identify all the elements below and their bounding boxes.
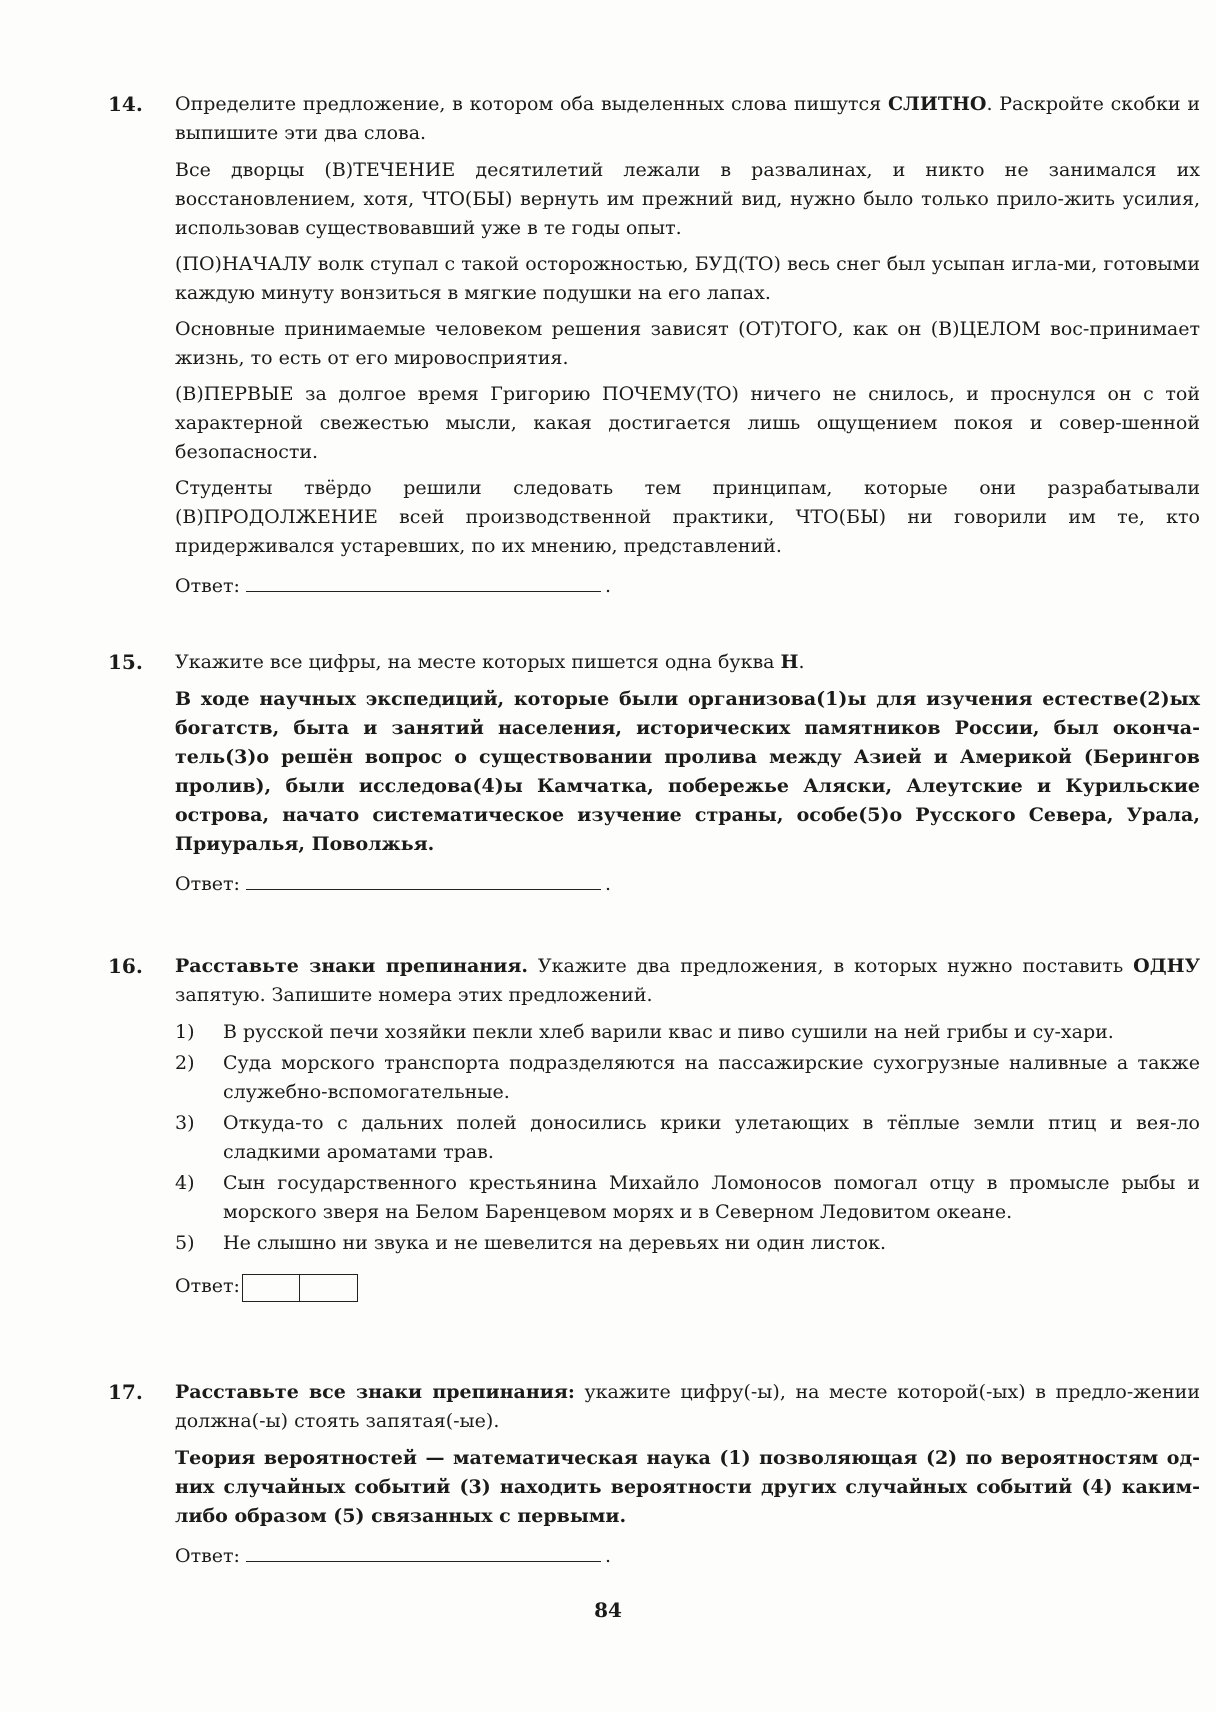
task-question xyxy=(175,1378,1200,1436)
list-item xyxy=(175,1169,1200,1227)
page-number: 84 xyxy=(594,1598,622,1622)
task-number: 16. xyxy=(108,954,143,978)
task-question xyxy=(175,648,1200,677)
answer-input-line[interactable] xyxy=(246,1541,601,1562)
item-text: Откуда-то с дальних полей доносились крики улетающих в тёплые земли птиц и вея-ло сладкими ароматами трав. xyxy=(223,1112,1200,1163)
sentence-3: Основные принимаемые человеком решения зависят (ОТ)ТОГО, как он (В)ЦЕЛОМ вос-принимает жизнь, то есть от его мировосприятия. xyxy=(175,318,1200,369)
answer-end: . xyxy=(604,575,611,597)
list-item xyxy=(175,1229,1200,1258)
task-14 xyxy=(0,90,1216,601)
question-text: Укажите два предложения, в которых нужно поставить xyxy=(528,955,1134,977)
sentence-2: (ПО)НАЧАЛУ волк ступал с такой осторожностью, БУД(ТО) весь снег был усыпан игла-ми, готовыми каждую минуту вонзиться в мягкие подушки на его лапах. xyxy=(175,253,1200,304)
sentence-1: Все дворцы (В)ТЕЧЕНИЕ десятилетий лежали в развалинах, и никто не занимался их восстановлением, хотя, ЧТО(БЫ) вернуть им прежний вид, нужно было только прило-жить усилия, использовав существовавший уже в те годы опыт. xyxy=(175,159,1200,239)
item-text: В русской печи хозяйки пекли хлеб варили квас и пиво сушили на ней грибы и су-хари. xyxy=(223,1021,1114,1043)
task-17 xyxy=(0,1378,1216,1571)
task-text: Теория вероятностей — математическая наука (1) позволяющая (2) по вероятностям од-них случайных событий (3) находить вероятности других случайных событий (4) каким-либо образом (5) связанных с первыми. xyxy=(175,1447,1200,1527)
answer-input-line[interactable] xyxy=(246,869,601,890)
task-16 xyxy=(0,952,1216,1302)
task-question xyxy=(175,952,1200,1010)
question-text-end: . Раскройте скобки и выпишите эти два слова. xyxy=(175,93,1200,144)
question-emphasis: Расставьте все знаки препинания: xyxy=(175,1381,575,1403)
list-item xyxy=(175,1109,1200,1167)
sentence-4: (В)ПЕРВЫЕ за долгое время Григорию ПОЧЕМУ(ТО) ничего не снилось, и проснулся он с той характерной свежестью мысли, какая достигается лишь ощущением покоя и совер-шенной безопасности. xyxy=(175,383,1200,463)
answer-label: Ответ: xyxy=(175,575,240,597)
answer-end: . xyxy=(604,1545,611,1567)
list-item xyxy=(175,1049,1200,1107)
question-emphasis: Расставьте знаки препинания. xyxy=(175,955,528,977)
answer-box-1[interactable] xyxy=(242,1274,300,1302)
item-text: Не слышно ни звука и не шевелится на деревьях ни один листок. xyxy=(223,1232,887,1254)
sentence-list xyxy=(175,1018,1200,1258)
answer-row xyxy=(175,869,1200,899)
answer-label: Ответ: xyxy=(175,1545,240,1567)
item-number: 3) xyxy=(175,1112,195,1134)
question-text-end: . xyxy=(798,651,805,673)
answer-label: Ответ: xyxy=(175,873,240,895)
question-text: Определите предложение, в котором оба выделенных слова пишутся xyxy=(175,93,888,115)
answer-row xyxy=(175,1541,1200,1571)
item-text: Сын государственного крестьянина Михайло Ломоносов помогал отцу в промысле рыбы и морского зверя на Белом Баренцевом морях и в Северном Ледовитом океане. xyxy=(223,1172,1200,1223)
question-text: Укажите все цифры, на месте которых пишется одна буква xyxy=(175,651,781,673)
question-text-end: запятую. Запишите номера этих предложений. xyxy=(175,984,653,1006)
item-number: 1) xyxy=(175,1021,195,1043)
task-number: 14. xyxy=(108,92,143,116)
task-text: В ходе научных экспедиций, которые были организова(1)ы для изучения естестве(2)ых богатств, быта и занятий населения, исторических памятников России, был оконча-тель(3)о решён вопрос о существовании пролива между Азией и Америкой (Берингов пролив), были исследова(4)ы Камчатка, побережье Аляски, Алеутские и Курильские острова, начато систематическое изучение страны, особе(5)о Русского Севера, Урала, Приуралья, Поволжья. xyxy=(175,688,1200,855)
item-number: 4) xyxy=(175,1172,195,1194)
answer-label: Ответ: xyxy=(175,1275,240,1297)
answer-row xyxy=(175,1272,1200,1302)
answer-boxes xyxy=(242,1273,358,1302)
question-emphasis-2: ОДНУ xyxy=(1133,955,1200,977)
answer-box-2[interactable] xyxy=(300,1274,358,1302)
sentence-5: Студенты твёрдо решили следовать тем принципам, которые они разрабатывали (В)ПРОДОЛЖЕНИЕ всей производственной практики, ЧТО(БЫ) ни говорили им те, кто придерживался устаревших, по их мнению, представлений. xyxy=(175,477,1200,557)
task-question xyxy=(175,90,1200,148)
answer-end: . xyxy=(604,873,611,895)
task-number: 15. xyxy=(108,650,143,674)
question-emphasis: Н xyxy=(780,651,799,673)
question-emphasis: СЛИТНО xyxy=(887,93,987,115)
item-number: 2) xyxy=(175,1052,195,1074)
item-text: Суда морского транспорта подразделяются на пассажирские сухогрузные наливные а также служебно-вспомогательные. xyxy=(223,1052,1200,1103)
answer-input-line[interactable] xyxy=(246,571,601,592)
answer-row xyxy=(175,571,1200,601)
task-number: 17. xyxy=(108,1380,143,1404)
item-number: 5) xyxy=(175,1232,195,1254)
list-item xyxy=(175,1018,1200,1047)
task-15 xyxy=(0,648,1216,899)
question-text: укажите цифру(-ы), на месте которой(-ых) в предло-жении должна(-ы) стоять запятая(-ые). xyxy=(175,1381,1200,1432)
